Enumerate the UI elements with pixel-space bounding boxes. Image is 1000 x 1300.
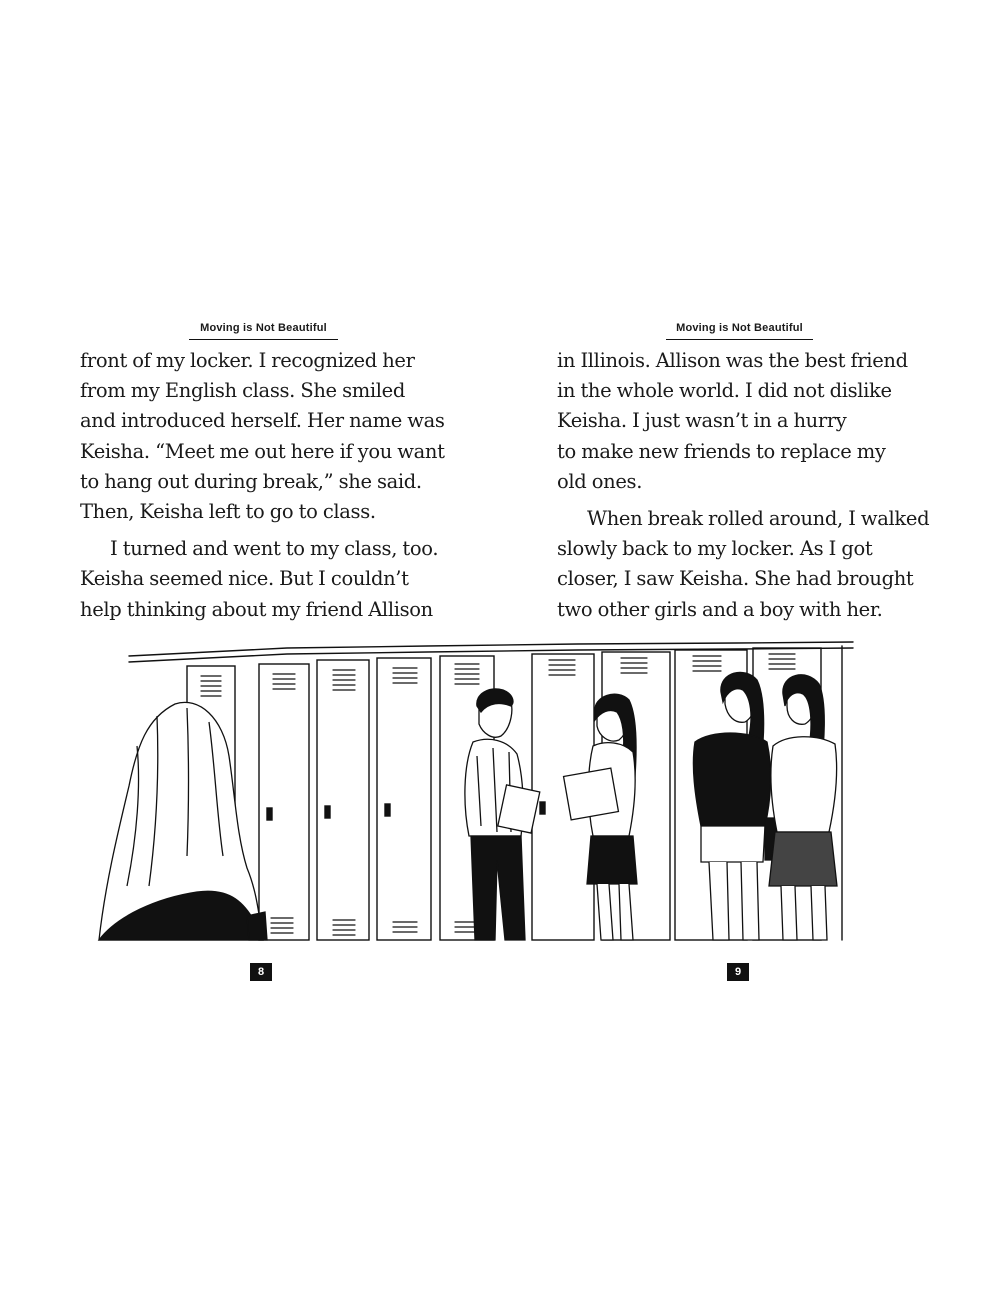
text-line: old ones. (557, 469, 643, 493)
text-line: in Illinois. Allison was the best friend (557, 349, 908, 372)
paragraph (80, 534, 500, 625)
text-line: Keisha seemed nice. But I couldn’t (80, 567, 409, 591)
text-line: to hang out during break,” she said. (80, 469, 422, 493)
text-line: front of my locker. I recognized her (80, 349, 415, 372)
text-line: Keisha. “Meet me out here if you want (80, 439, 445, 463)
text-line: When break rolled around, I walked (587, 507, 930, 531)
left-page-text (80, 346, 500, 632)
text-line: help thinking about my friend Allison (80, 597, 433, 621)
paragraph (557, 346, 977, 497)
text-line: and introduced herself. Her name was (80, 409, 445, 433)
text-line: I turned and went to my class, too. (110, 537, 439, 561)
text-line: in the whole world. I did not dislike (557, 379, 892, 403)
running-head-left: Moving is Not Beautiful (189, 320, 338, 340)
text-line: Keisha. I just wasn’t in a hurry (557, 409, 847, 433)
text-line: to make new friends to replace my (557, 439, 886, 463)
paragraph (80, 346, 500, 527)
text-line: slowly back to my locker. As I got (557, 537, 873, 561)
running-head-right: Moving is Not Beautiful (666, 320, 813, 340)
text-line: closer, I saw Keisha. She had brought (557, 567, 914, 591)
page-number-right: 9 (727, 963, 749, 981)
right-page-text (557, 346, 977, 632)
locker-hallway-illustration (97, 636, 863, 941)
text-line: from my English class. She smiled (80, 379, 405, 403)
page-number-left: 8 (250, 963, 272, 981)
text-line: Then, Keisha left to go to class. (80, 500, 376, 524)
paragraph (557, 504, 977, 625)
text-line: two other girls and a boy with her. (557, 597, 883, 621)
